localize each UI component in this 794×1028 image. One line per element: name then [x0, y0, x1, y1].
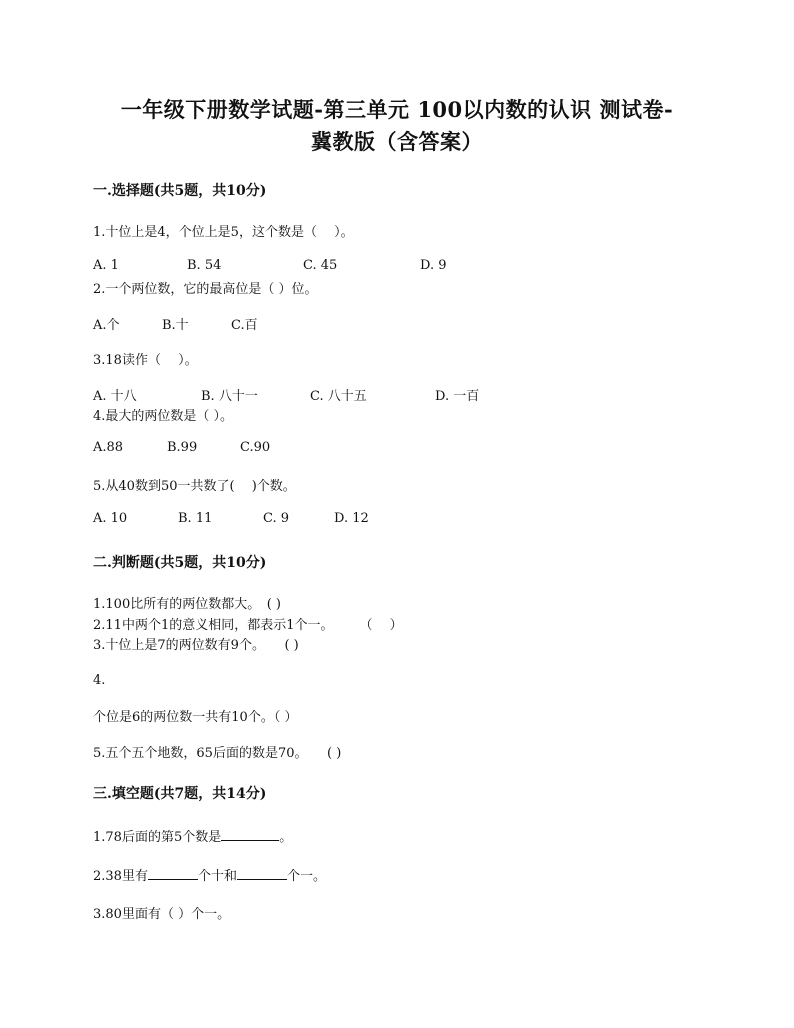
fill-q1-text: 1.78后面的第5个数是 [93, 830, 222, 845]
judgment-item-4-text: 个位是6的两位数一共有10个。（ ） [93, 710, 298, 725]
q4-option-b: B.99 [167, 440, 198, 455]
judgment-item-2: 2.11中两个1的意义相同，都表示1个一。 （ ） [93, 618, 403, 633]
question-4: 4.最大的两位数是（ ）。 [93, 409, 234, 424]
fill-question-1 [93, 826, 292, 845]
q5-option-c: C. 9 [263, 511, 290, 526]
q4-option-a: A.88 [93, 440, 124, 455]
section-heading-choice: 一.选择题(共5题，共10分) [93, 183, 267, 199]
q1-option-a: A. 1 [93, 258, 119, 273]
question-3: 3.18读作（ ）。 [93, 353, 198, 368]
section-heading-fill-blank: 三.填空题(共7题，共14分) [93, 786, 267, 802]
question-2: 2.一个两位数，它的最高位是（ ）位。 [93, 282, 318, 297]
fill-q2-end: 个一。 [286, 869, 326, 884]
q5-option-d: D. 12 [334, 511, 369, 526]
answer-blank-2b[interactable] [237, 867, 287, 880]
fill-question-2 [93, 865, 326, 884]
section-heading-judgment: 二.判断题(共5题，共10分) [93, 555, 267, 571]
answer-blank-2a[interactable] [148, 867, 198, 880]
q1-option-b: B. 54 [187, 258, 222, 273]
document-title-line1: 一年级下册数学试题-第三单元 100以内数的认识 测试卷- [120, 97, 674, 122]
q2-option-a: A.个 [93, 318, 120, 333]
fill-q1-end: 。 [279, 830, 293, 845]
fill-question-3: 3.80里面有（ ）个一。 [93, 907, 231, 922]
answer-blank-1[interactable] [221, 828, 279, 841]
q1-option-d: D. 9 [420, 258, 447, 273]
q3-option-c: C. 八十五 [310, 389, 367, 404]
q3-option-a: A. 十八 [93, 389, 137, 404]
judgment-item-1: 1.100比所有的两位数都大。 ( ) [93, 597, 281, 612]
q1-option-c: C. 45 [303, 258, 338, 273]
judgment-item-5: 5.五个五个地数，65后面的数是70。 ( ) [93, 746, 342, 761]
document-title-line2: 冀教版（含答案） [311, 129, 483, 154]
fill-q2-text: 2.38里有 [93, 869, 148, 884]
q2-option-b: B.十 [162, 318, 189, 333]
judgment-item-4-number: 4. [93, 673, 106, 688]
q2-option-c: C.百 [231, 318, 258, 333]
q4-option-c: C.90 [240, 440, 271, 455]
fill-q2-mid: 个十和 [197, 869, 237, 884]
question-5: 5.从40数到50一共数了( )个数。 [93, 479, 296, 494]
question-1: 1.十位上是4，个位上是5，这个数是（ ）。 [93, 225, 354, 240]
q5-option-a: A. 10 [93, 511, 128, 526]
q3-option-b: B. 八十一 [201, 389, 258, 404]
q5-option-b: B. 11 [178, 511, 213, 526]
judgment-item-3: 3.十位上是7的两位数有9个。 ( ) [93, 638, 299, 653]
q3-option-d: D. 一百 [435, 389, 480, 404]
